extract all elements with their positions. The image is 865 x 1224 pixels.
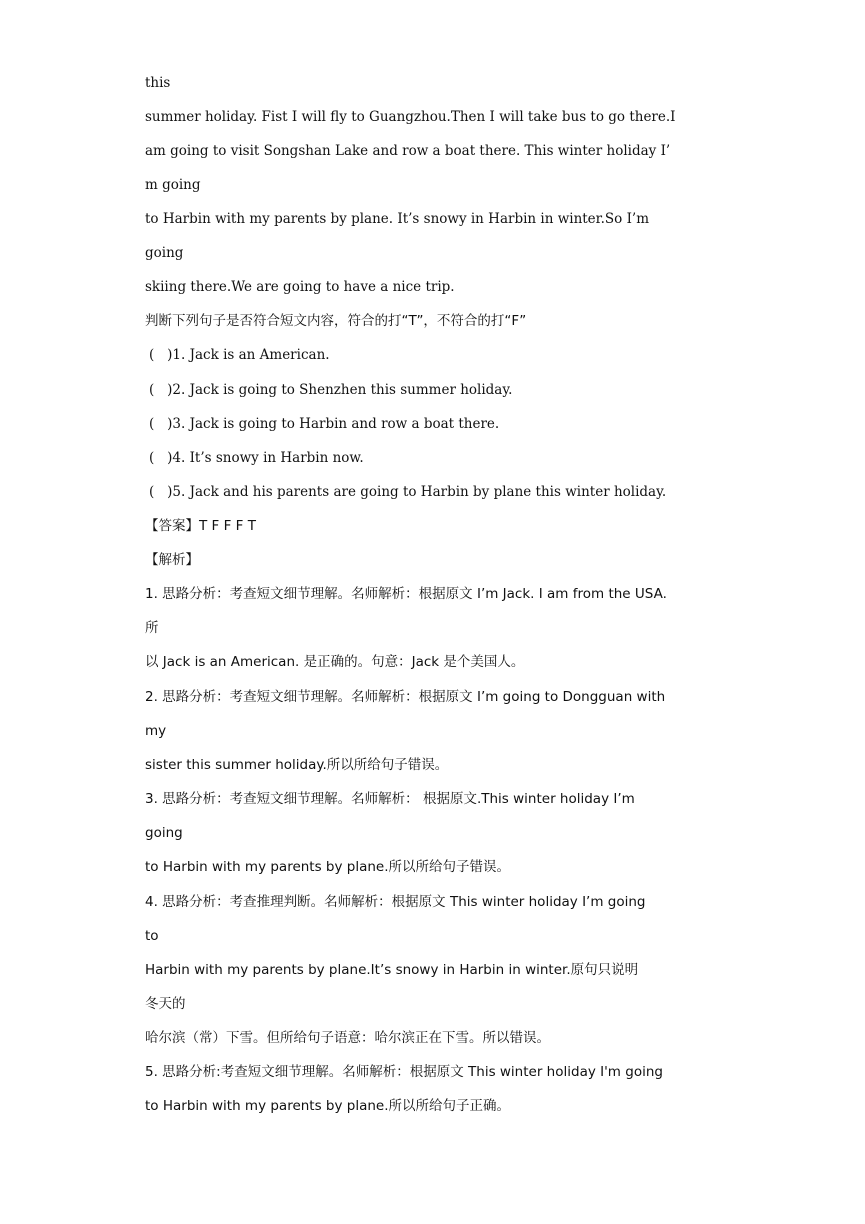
analysis-line: 2. 思路分析：考查短文细节理解。名师解析：根据原文 I’m going to Dongguan with: [145, 689, 666, 705]
question-item: ( )2. Jack is going to Shenzhen this summer holiday.: [149, 382, 513, 398]
analysis-line: 5. 思路分析:考查短文细节理解。名师解析：根据原文 This winter holiday I'm going: [145, 1064, 663, 1080]
passage-line: m going: [145, 177, 201, 193]
analysis-line: Harbin with my parents by plane.It’s snowy in Harbin in winter.原句只说明: [145, 962, 639, 978]
question-item: ( )5. Jack and his parents are going to Harbin by plane this winter holiday.: [149, 484, 667, 500]
passage-line: going: [145, 245, 184, 261]
passage-line: to Harbin with my parents by plane. It’s snowy in Harbin in winter.So I’m: [145, 211, 650, 227]
instruction-text: 判断下列句子是否符合短文内容，符合的打“T”，不符合的打“F”: [145, 313, 527, 329]
analysis-line: sister this summer holiday.所以所给句子错误。: [145, 757, 449, 773]
analysis-line: going: [145, 825, 183, 841]
analysis-line: to Harbin with my parents by plane.所以所给句子错误。: [145, 859, 511, 875]
analysis-line: 以 Jack is an American. 是正确的。句意：Jack 是个美国人。: [145, 654, 525, 670]
passage-line: summer holiday. Fist I will fly to Guangzhou.Then I will take bus to go there.I: [145, 109, 676, 125]
analysis-line: to Harbin with my parents by plane.所以所给句子正确。: [145, 1098, 511, 1114]
passage-line: am going to visit Songshan Lake and row a boat there. This winter holiday I’: [145, 143, 671, 159]
analysis-line: 冬天的: [145, 996, 186, 1012]
analysis-line: my: [145, 723, 167, 739]
analysis-heading: 【解析】: [145, 552, 199, 568]
analysis-line: 4. 思路分析：考查推理判断。名师解析：根据原文 This winter holiday I’m going: [145, 894, 646, 910]
passage-line: this: [145, 75, 171, 91]
passage-line: skiing there.We are going to have a nice trip.: [145, 279, 455, 295]
analysis-line: 哈尔滨（常）下雪。但所给句子语意：哈尔滨正在下雪。所以错误。: [145, 1030, 550, 1046]
analysis-line: 1. 思路分析：考查短文细节理解。名师解析：根据原文 I’m Jack. I am from the USA.: [145, 586, 667, 602]
question-item: ( )4. It’s snowy in Harbin now.: [149, 450, 364, 466]
question-item: ( )3. Jack is going to Harbin and row a boat there.: [149, 416, 500, 432]
analysis-line: 所: [145, 620, 159, 636]
analysis-line: 3. 思路分析：考查短文细节理解。名师解析： 根据原文.This winter holiday I’m: [145, 791, 635, 807]
answer-line: 【答案】T F F F T: [145, 518, 256, 534]
question-item: ( )1. Jack is an American.: [149, 347, 330, 363]
analysis-line: to: [145, 928, 159, 944]
